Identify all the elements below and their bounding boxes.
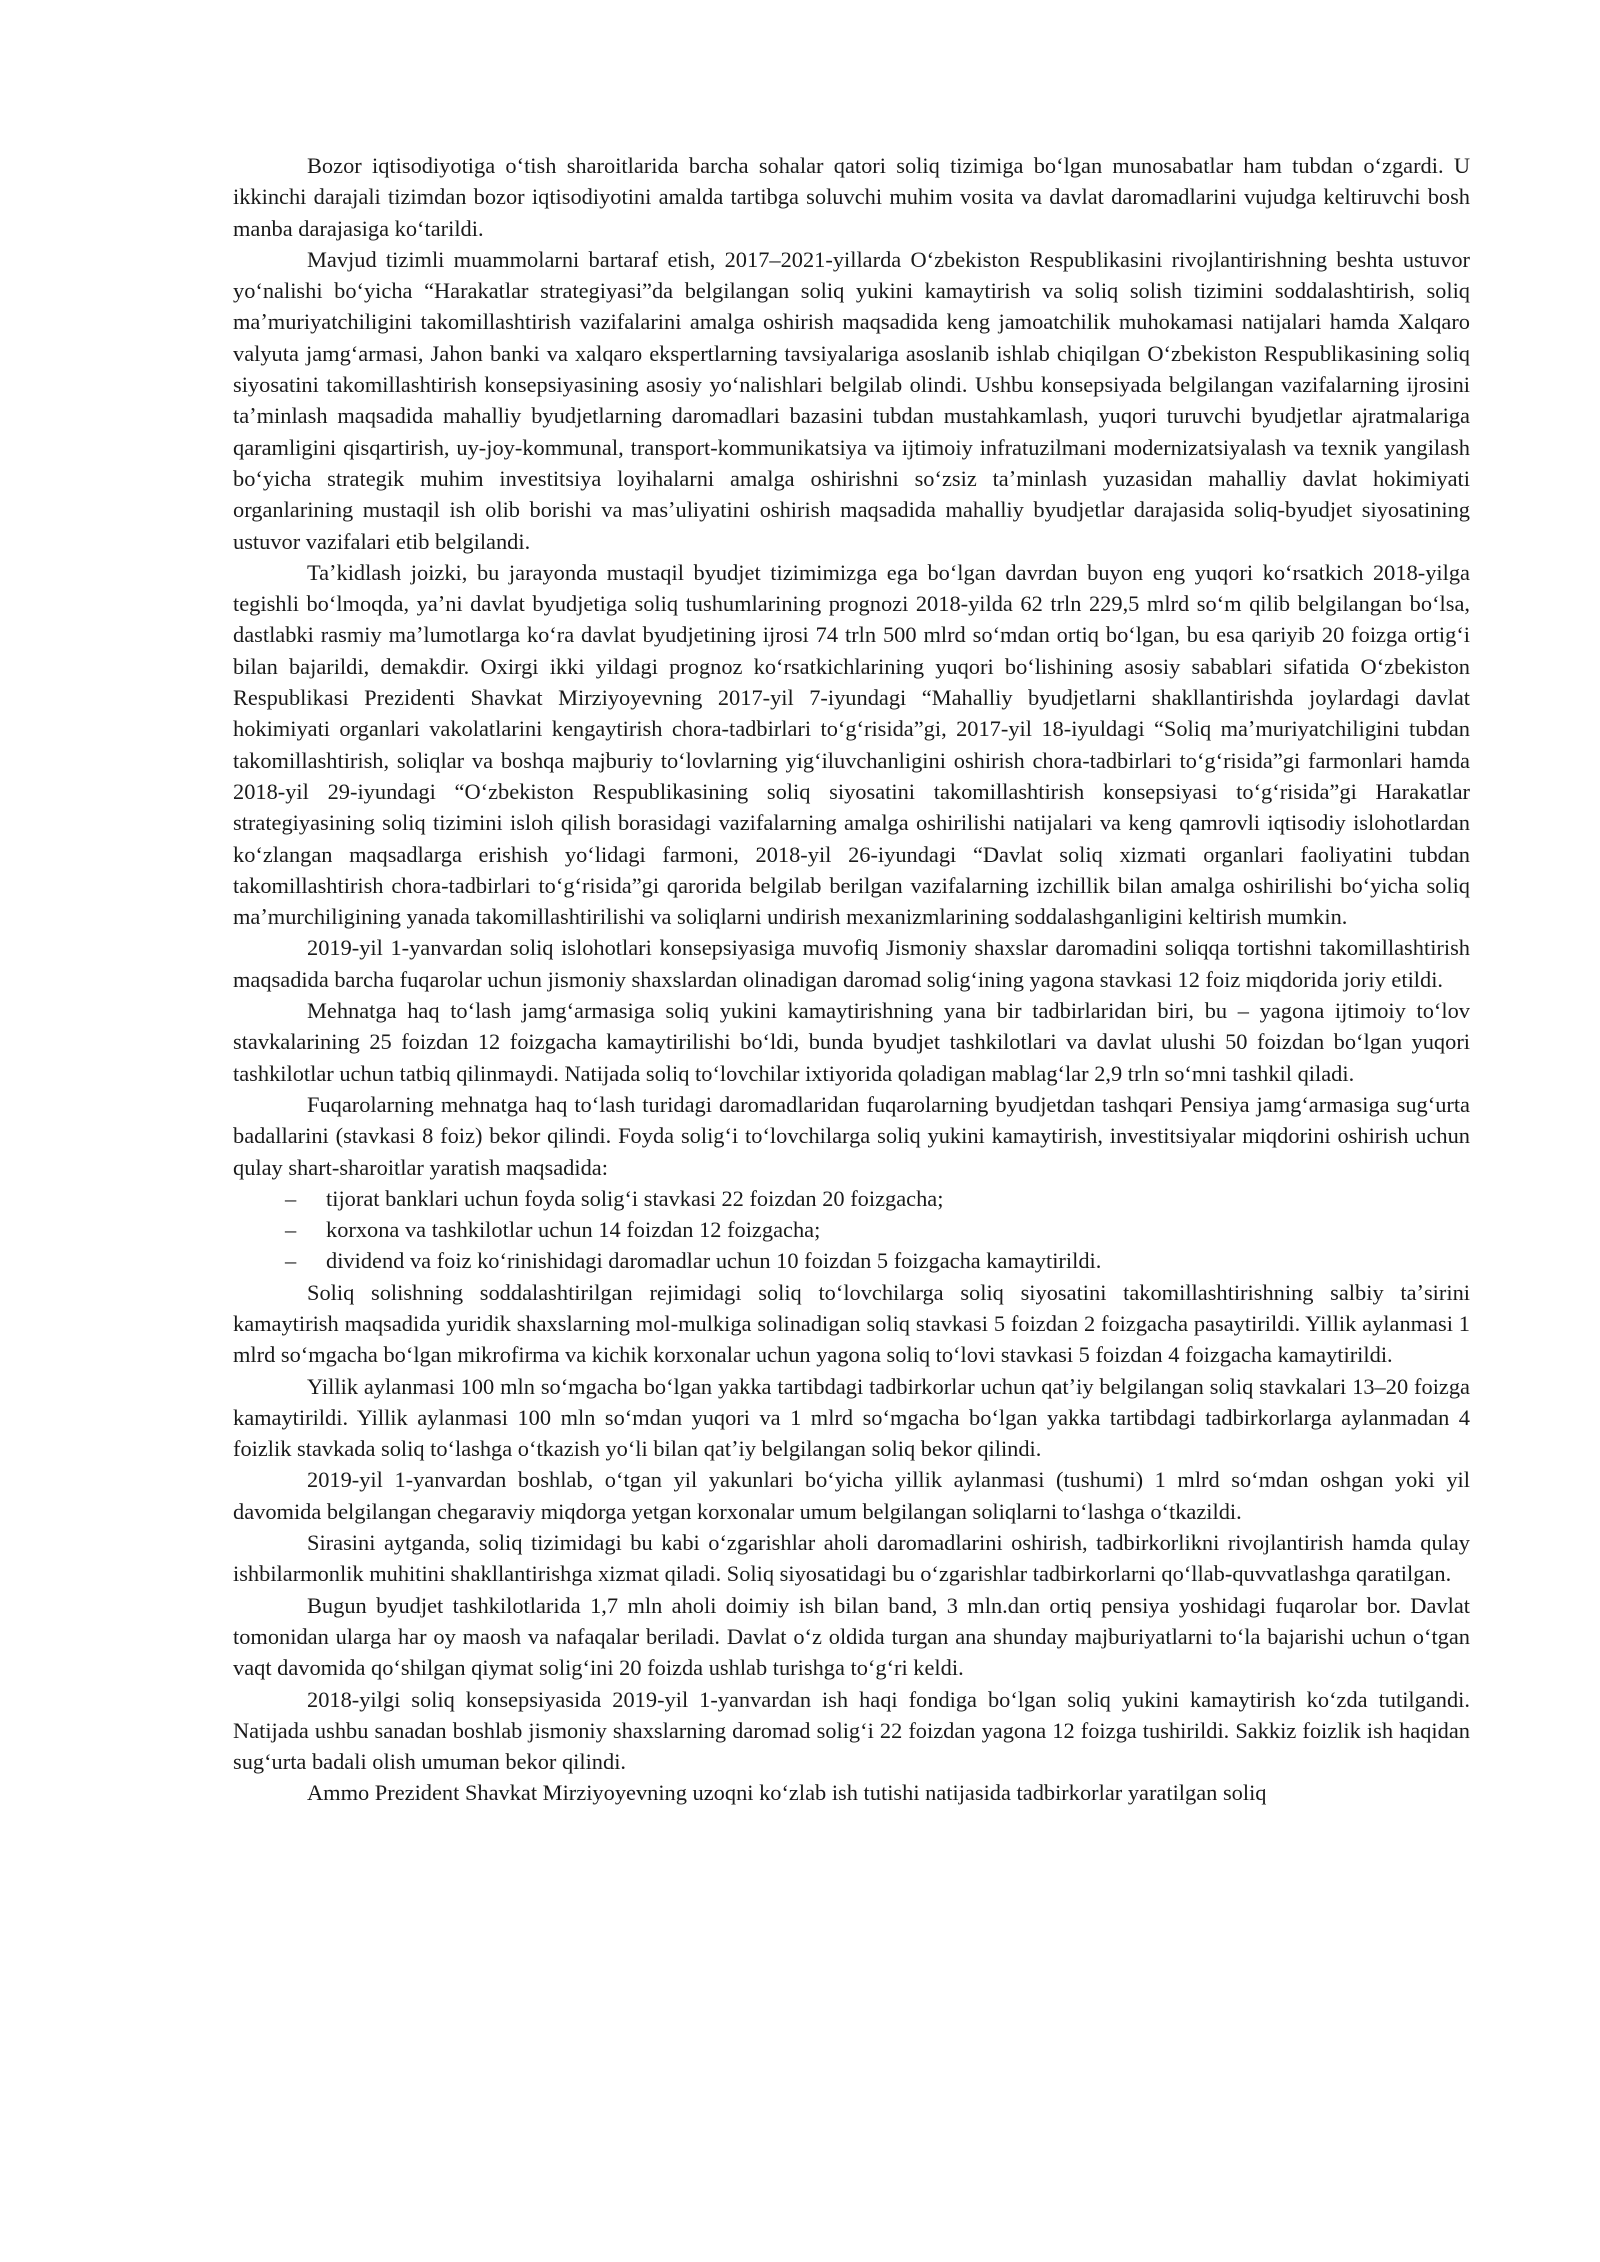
paragraph: Mavjud tizimli muammolarni bartaraf etish, 2017–2021-yillarda Oʻzbekiston Respublikasini rivojlantirishning beshta ustuvor yoʻnalishi boʻyicha “Harakatlar strategiyasi”da belgilangan soliq yukini kamaytirish va soliq solish tizimini soddalashtirish, soliq maʼmuriyatchiligini takomillashtirish vazifalarini amalga oshirish maqsadida keng jamoatchilik muhokamasi natijalari hamda Xalqaro valyuta jamgʻarmasi, Jahon banki va xalqaro ekspertlarning tavsiyalariga asoslanib ishlab chiqilgan Oʻzbekiston Respublikasining soliq siyosatini takomillashtirish konsepsiyasining asosiy yoʻnalishlari belgilab olindi. Ushbu konsepsiyada belgilangan vazifalarning ijrosini taʼminlash maqsadida mahalliy byudjetlarning daromadlari bazasini tubdan mustahkamlash, yuqori turuvchi byudjetlar ajratmalariga qaramligini qisqartirish, uy-joy-kommunal, transport-kommunikatsiya va ijtimoiy infratuzilmani modernizatsiyalash va texnik yangilash boʻyicha strategik muhim investitsiya loyihalarni amalga oshirishni soʻzsiz taʼminlash yuzasidan mahalliy davlat hokimiyati organlarining mustaqil ish olib borishi va masʼuliyatini oshirish maqsadida mahalliy byudjetlar darajasida soliq-byudjet siyosatining ustuvor vazifalari etib belgilandi. — [233, 246, 1470, 554]
paragraph: Ammo Prezident Shavkat Mirziyoyevning uzoqni koʻzlab ish tutishi natijasida tadbirkorlar yaratilgan soliq — [307, 1780, 1267, 1806]
list-item-text: tijorat banklari uchun foyda soligʻi stavkasi 22 foizdan 20 foizgacha; — [326, 1185, 944, 1211]
paragraph: 2019-yil 1-yanvardan soliq islohotlari konsepsiyasiga muvofiq Jismoniy shaxslar daromadini soliqqa tortishni takomillashtirish maqsadida barcha fuqarolar uchun jismoniy shaxslardan olinadigan daromad soligʻining yagona stavkasi 12 foiz miqdorida joriy etildi. — [233, 935, 1470, 992]
paragraph: Bugun byudjet tashkilotlarida 1,7 mln aholi doimiy ish bilan band, 3 mln.dan ortiq pensiya yoshidagi fuqarolar bor. Davlat tomonidan ularga har oy maosh va nafaqalar beriladi. Davlat oʻz oldida turgan ana shunday majburiyatlarni toʻla bajarishi uchun oʻtgan vaqt davomida qoʻshilgan qiymat soligʻini 20 foizda ushlab turishga toʻgʻri keldi. — [233, 1592, 1470, 1681]
paragraph: Sirasini aytganda, soliq tizimidagi bu kabi oʻzgarishlar aholi daromadlarini oshirish, tadbirkorlikni rivojlantirish hamda qulay ishbilarmonlik muhitini shakllantirishga xizmat qiladi. Soliq siyosatidagi bu oʻzgarishlar tadbirkorlarni qoʻllab-quvvatlashga qaratilgan. — [233, 1530, 1470, 1587]
paragraph: Mehnatga haq toʻlash jamgʻarmasiga soliq yukini kamaytirishning yana bir tadbirlaridan biri, bu – yagona ijtimoiy toʻlov stavkalarining 25 foizdan 12 foizgacha kamaytirilishi boʻldi, bunda byudjet tashkilotlari va davlat ulushi 50 foizdan boʻlgan yuqori tashkilotlar uchun tatbiq qilinmaydi. Natijada soliq toʻlovchilar ixtiyorida qoladigan mablagʻlar 2,9 trln soʻmni tashkil qiladi. — [233, 998, 1470, 1086]
paragraph: Yillik aylanmasi 100 mln soʻmgacha boʻlgan yakka tartibdagi tadbirkorlar uchun qatʼiy belgilangan soliq stavkalari 13–20 foizga kamaytirildi. Yillik aylanmasi 100 mln soʻmdan yuqori va 1 mlrd soʻmgacha boʻlgan yakka tartibdagi tadbirkorlarga aylanmadan 4 foizlik stavkada soliq toʻlashga oʻtkazish yoʻli bilan qatʼiy belgilangan soliq bekor qilindi. — [233, 1373, 1470, 1462]
paragraph: Fuqarolarning mehnatga haq toʻlash turidagi daromadlaridan fuqarolarning byudjetdan tashqari Pensiya jamgʻarmasiga sugʻurta badallarini (stavkasi 8 foiz) bekor qilindi. Foyda soligʻi toʻlovchilarga soliq yukini kamaytirish, investitsiyalar miqdorini oshirish uchun qulay shart-sharoitlar yaratish maqsadida: — [233, 1091, 1470, 1180]
paragraph: Bozor iqtisodiyotiga oʻtish sharoitlarida barcha sohalar qatori soliq tizimiga boʻlgan munosabatlar ham tubdan oʻzgardi. U ikkinchi darajali tizimdan bozor iqtisodiyotini amalda tartibga soluvchi muhim vosita va davlat daromadlarini vujudga keltiruvchi bosh manba darajasiga koʻtarildi. — [233, 153, 1470, 241]
paragraph: Taʼkidlash joizki, bu jarayonda mustaqil byudjet tizimimizga ega boʻlgan davrdan buyon eng yuqori koʻrsatkich 2018-yilga tegishli boʻlmoqda, yaʼni davlat byudjetiga soliq tushumlarining prognozi 2018-yilda 62 trln 229,5 mlrd soʻm qilib belgilangan boʻlsa, dastlabki rasmiy maʼlumotlarga koʻra davlat byudjetining ijrosi 74 trln 500 mlrd soʻmdan ortiq boʻlgan, bu esa qariyib 20 foizga ortigʻi bilan bajarildi, demakdir. Oxirgi ikki yildagi prognoz koʻrsatkichlarining yuqori boʻlishining asosiy sabablari sifatida Oʻzbekiston Respublikasi Prezidenti Shavkat Mirziyoyevning 2017-yil 7-iyundagi “Mahalliy byudjetlarni shakllantirishda joylardagi davlat hokimiyati organlari vakolatlarini kengaytirish chora-tadbirlari toʻgʻrisida”gi, 2017-yil 18-iyuldagi “Soliq maʼmuriyatchiligini tubdan takomillashtirish, soliqlar va boshqa majburiy toʻlovlarning yigʻiluvchanligini oshirish chora-tadbirlari toʻgʻrisida”gi farmonlari hamda 2018-yil 29-iyundagi “Oʻzbekiston Respublikasining soliq siyosatini takomillashtirish konsepsiyasi toʻgʻrisida”gi Harakatlar strategiyasining soliq tizimini isloh qilish borasidagi vazifalarning amalga oshirilishi natijalari va keng qamrovli iqtisodiy islohotlardan koʻzlangan maqsadlarga erishish yoʻlidagi farmoni, 2018-yil 26-iyundagi “Davlat soliq xizmati organlari faoliyatini tubdan takomillashtirish chora-tadbirlari toʻgʻrisida”gi qarorida belgilab berilgan vazifalarning izchillik bilan amalga oshirilishi boʻyicha soliq maʼmurchiligining yanada takomillashtirilishi va soliqlarni undirish mexanizmlarining soddalashganligini keltirish mumkin. — [233, 559, 1470, 930]
document-page — [233, 150, 1470, 1809]
list-item — [233, 1183, 1470, 1214]
list-dash: – — [285, 1248, 297, 1274]
list-item — [233, 1214, 1470, 1245]
list-item — [233, 1245, 1470, 1276]
list-item-text: korxona va tashkilotlar uchun 14 foizdan 12 foizgacha; — [326, 1217, 821, 1243]
paragraph: 2019-yil 1-yanvardan boshlab, oʻtgan yil yakunlari boʻyicha yillik aylanmasi (tushumi) 1 mlrd soʻmdan oshgan yoki yil davomida belgilangan chegaraviy miqdorga yetgan korxonalar umum belgilangan soliqlarni toʻlashga oʻtkazildi. — [233, 1467, 1470, 1524]
list-item-text: dividend va foiz koʻrinishidagi daromadlar uchun 10 foizdan 5 foizgacha kamaytirildi. — [326, 1248, 1102, 1274]
list-dash: – — [285, 1185, 297, 1211]
list-dash: – — [285, 1217, 297, 1243]
tax-rate-list — [233, 1183, 1470, 1277]
paragraph: 2018-yilgi soliq konsepsiyasida 2019-yil 1-yanvardan ish haqi fondiga boʻlgan soliq yukini kamaytirish koʻzda tutilgandi. Natijada ushbu sanadan boshlab jismoniy shaxslarning daromad soligʻi 22 foizdan yagona 12 foizga tushirildi. Sakkiz foizlik ish haqidan sugʻurta badali olish umuman bekor qilindi. — [233, 1686, 1470, 1775]
paragraph: Soliq solishning soddalashtirilgan rejimidagi soliq toʻlovchilarga soliq siyosatini takomillashtirishning salbiy taʼsirini kamaytirish maqsadida yuridik shaxslarning mol-mulkiga solinadigan soliq stavkasi 5 foizdan 2 foizgacha pasaytirildi. Yillik aylanmasi 1 mlrd soʻmgacha boʻlgan mikrofirma va kichik korxonalar uchun yagona soliq toʻlovi stavkasi 5 foizdan 4 foizgacha kamaytirildi. — [233, 1279, 1470, 1368]
